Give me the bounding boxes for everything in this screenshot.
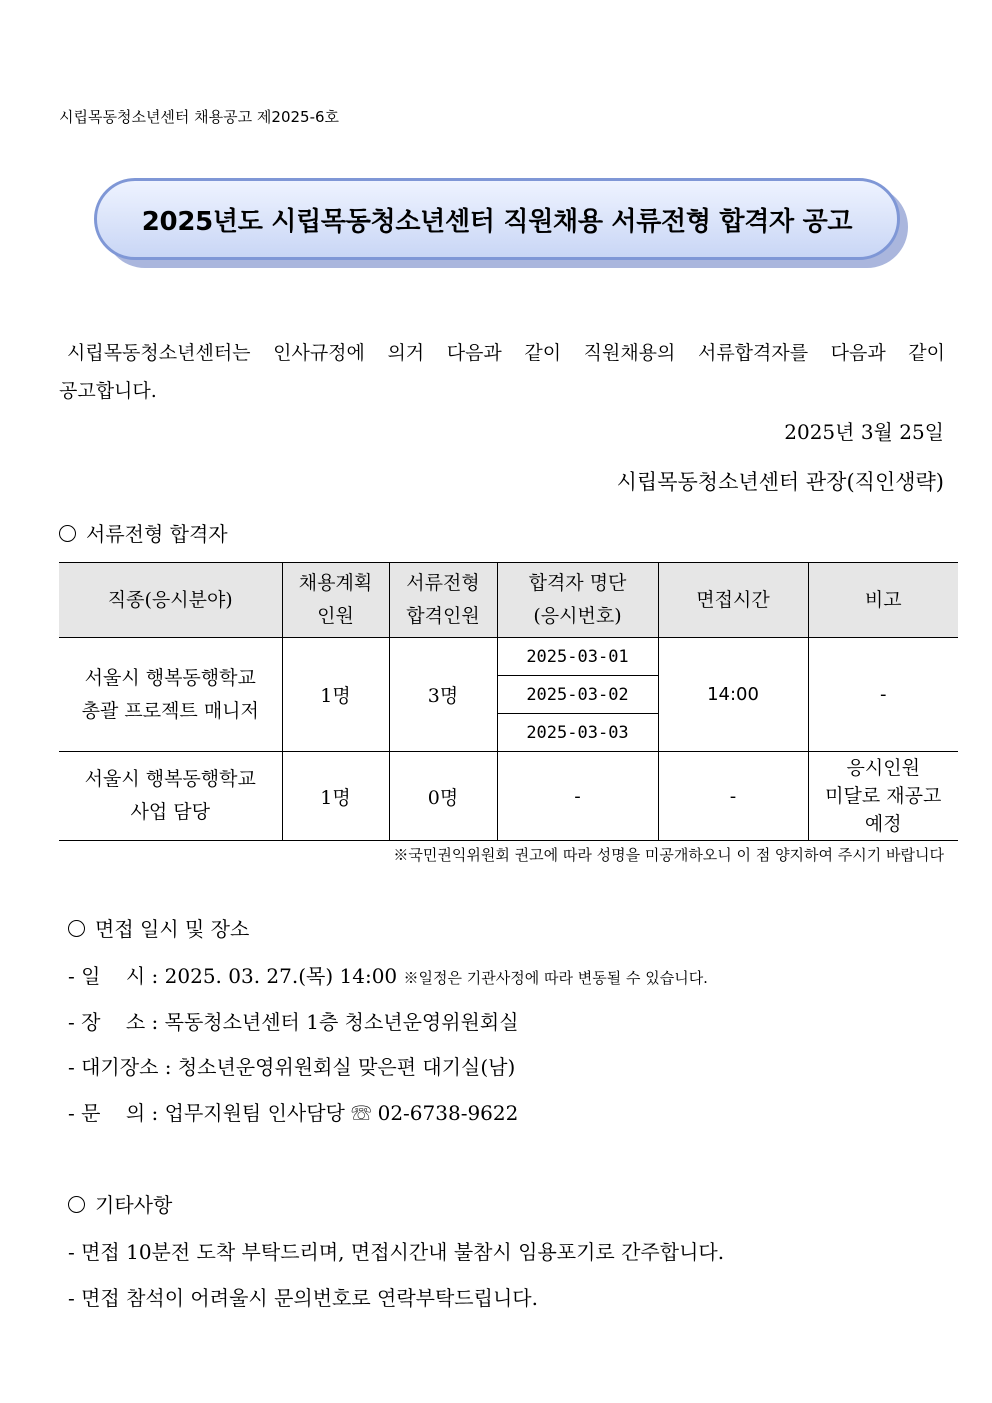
cell-pass: 3명 bbox=[389, 638, 497, 752]
cell-code: 2025-03-01 bbox=[497, 638, 658, 676]
circle-bullet-icon bbox=[59, 525, 76, 542]
section-misc bbox=[68, 1189, 172, 1218]
cell-note: 응시인원 미달로 재공고 예정 bbox=[808, 752, 958, 841]
cell-plan: 1명 bbox=[282, 638, 389, 752]
cell-plan: 1명 bbox=[282, 752, 389, 841]
interview-contact: - 문 의 : 업무지원팀 인사담당 ☏ 02-6738-9622 bbox=[68, 1101, 519, 1125]
section-document-screening bbox=[59, 518, 228, 547]
table-row bbox=[59, 752, 958, 841]
datetime-note: ※일정은 기관사정에 따라 변동될 수 있습니다. bbox=[403, 969, 708, 987]
cell-time: 14:00 bbox=[658, 638, 808, 752]
table-row bbox=[59, 638, 958, 676]
cell-code: 2025-03-03 bbox=[497, 714, 658, 752]
cell-code: 2025-03-02 bbox=[497, 676, 658, 714]
section-title: 면접 일시 및 장소 bbox=[95, 917, 250, 941]
header-job: 직종(응시분야) bbox=[59, 563, 282, 638]
misc-item: - 면접 10분전 도착 부탁드리며, 면접시간내 불참시 임용포기로 간주합니다. bbox=[68, 1240, 725, 1264]
intro-line-2: 공고합니다. bbox=[59, 380, 157, 402]
cell-job: 서울시 행복동행학교 사업 담당 bbox=[59, 752, 282, 841]
cell-pass: 0명 bbox=[389, 752, 497, 841]
notice-number: 시립목동청소년센터 채용공고 제2025-6호 bbox=[59, 108, 340, 126]
intro-line-1: 시립목동청소년센터는 인사규정에 의거 다음과 같이 직원채용의 서류합격자를 다음과 같이 bbox=[67, 342, 945, 364]
header-list: 합격자 명단 (응시번호) bbox=[497, 563, 658, 638]
footnote: ※국민권익위원회 권고에 따라 성명을 미공개하오니 이 점 양지하여 주시기 바랍니다 bbox=[393, 846, 944, 864]
intro-paragraph bbox=[59, 334, 945, 410]
interview-waiting: - 대기장소 : 청소년운영위원회실 맞은편 대기실(남) bbox=[68, 1055, 516, 1079]
cell-code: - bbox=[497, 752, 658, 841]
notice-date: 2025년 3월 25일 bbox=[784, 420, 944, 444]
section-title: 기타사항 bbox=[95, 1193, 173, 1217]
header-time: 면접시간 bbox=[658, 563, 808, 638]
circle-bullet-icon bbox=[68, 920, 85, 937]
header-plan: 채용계획 인원 bbox=[282, 563, 389, 638]
cell-job: 서울시 행복동행학교 총괄 프로젝트 매니저 bbox=[59, 638, 282, 752]
header-note: 비고 bbox=[808, 563, 958, 638]
header-pass: 서류전형 합격인원 bbox=[389, 563, 497, 638]
interview-place: - 장 소 : 목동청소년센터 1층 청소년운영위원회실 bbox=[68, 1010, 519, 1034]
interview-datetime: - 일 시 : 2025. 03. 27.(목) 14:00 ※일정은 기관사정에 따라 변동될 수 있습니다. bbox=[68, 964, 708, 988]
section-interview bbox=[68, 913, 249, 942]
misc-item: - 면접 참석이 어려울시 문의번호로 연락부탁드립니다. bbox=[68, 1286, 538, 1310]
cell-note: - bbox=[808, 638, 958, 752]
title-box bbox=[94, 178, 900, 260]
circle-bullet-icon bbox=[68, 1196, 85, 1213]
issuer: 시립목동청소년센터 관장(직인생략) bbox=[616, 470, 944, 494]
section-title: 서류전형 합격자 bbox=[86, 522, 228, 546]
result-table bbox=[59, 562, 958, 841]
page-title: 2025년도 시립목동청소년센터 직원채용 서류전형 합격자 공고 bbox=[141, 206, 853, 237]
cell-time: - bbox=[658, 752, 808, 841]
